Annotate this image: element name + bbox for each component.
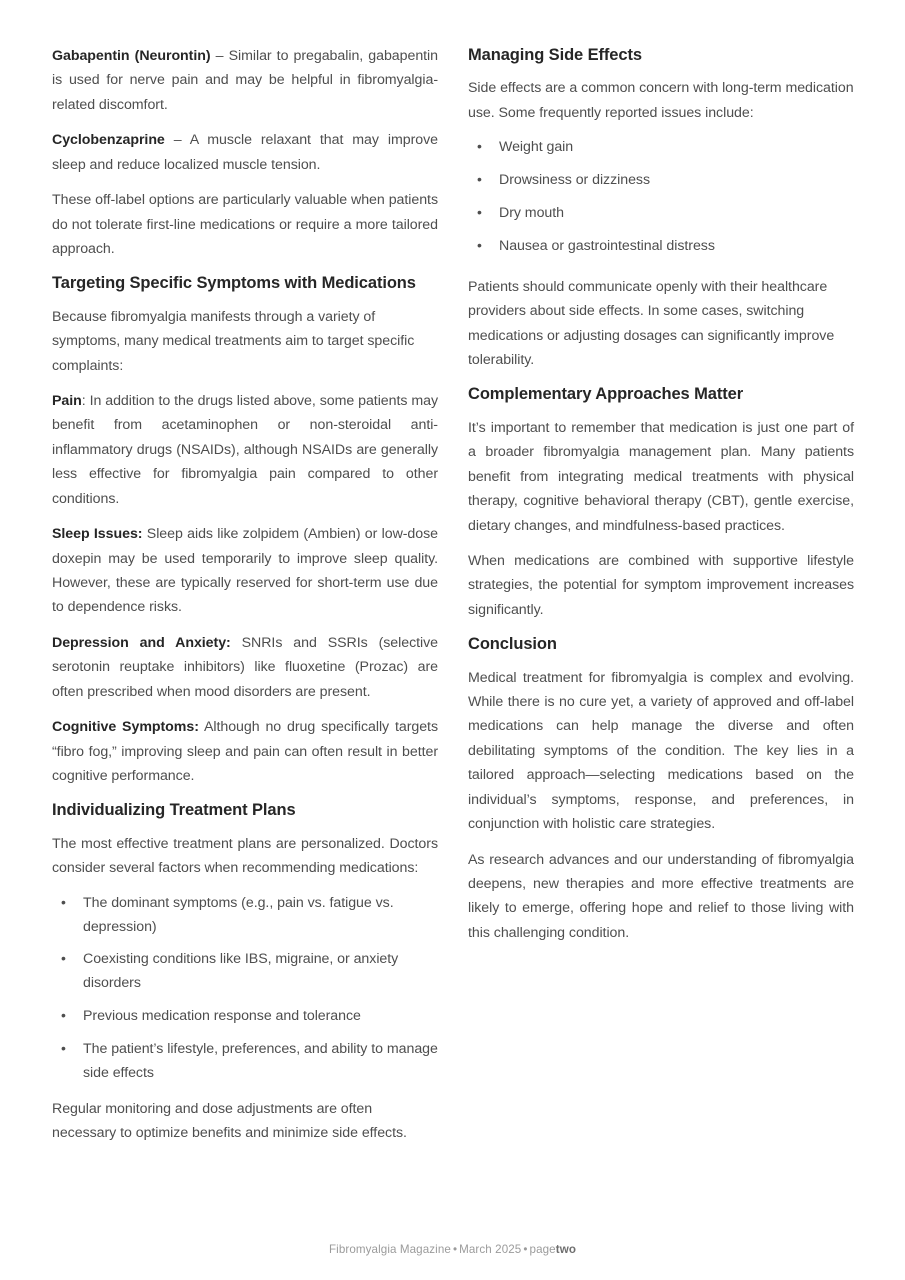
footer-page-number: two — [555, 1243, 576, 1256]
list-item: • Dry mouth — [468, 202, 854, 226]
paragraph-depression-and-anxiety — [52, 631, 438, 704]
paragraph-cognitive-symptoms-text: Although no drug specifically targets “fibro fog,” improving sleep and pain can often result in better cognitive performance. — [52, 719, 438, 784]
paragraph-off-label-note: These off-label options are particularly valuable when patients do not tolerate first-line medications or require a more tailored approach. — [52, 192, 438, 257]
paragraph-individualizing-intro: The most effective treatment plans are personalized. Doctors consider several factors when recommending medications: — [52, 835, 438, 877]
paragraph-sleep-issues — [52, 522, 438, 620]
paragraph-gabapentin — [52, 44, 438, 117]
footer-separator-2: • — [523, 1243, 528, 1256]
heading-conclusion: Conclusion — [468, 635, 557, 654]
lead-in-cognitive-symptoms: Cognitive Symptoms: — [52, 719, 199, 736]
heading-targeting-specific-symptoms: Targeting Specific Symptoms with Medications — [52, 274, 416, 293]
right-column — [468, 44, 854, 945]
paragraph-depression-and-anxiety-text: SNRIs and SSRIs (selective serotonin reuptake inhibitors) like fluoxetine (Prozac) are often prescribed when mood disorders are present. — [52, 634, 438, 700]
paragraph-cyclobenzaprine — [52, 128, 438, 177]
footer-separator-1: • — [452, 1243, 458, 1256]
list-item: • Coexisting conditions like IBS, migraine, or anxiety disorders — [52, 948, 438, 996]
lead-in-cyclobenzaprine: Cyclobenzaprine — [52, 132, 165, 149]
list-item: • The patient’s lifestyle, preferences, and ability to manage side effects — [52, 1038, 438, 1086]
paragraph-gabapentin-text: – Similar to pregabalin, gabapentin is used for nerve pain and may be helpful in fibromyalgia-related discomfort. — [52, 48, 438, 113]
paragraph-pain — [52, 389, 438, 511]
footer-publication: Fibromyalgia Magazine — [328, 1243, 451, 1256]
list-side-effects — [468, 136, 854, 258]
paragraph-complementary-2: When medications are combined with supportive lifestyle strategies, the potential for symptom improvement increases significantly. — [468, 552, 854, 618]
two-column-layout — [52, 44, 853, 1146]
paragraph-conclusion-2: As research advances and our understanding of fibromyalgia deepens, new therapies and more effective treatments are likely to emerge, offering hope and relief to those living with this challenging condition. — [468, 851, 854, 941]
footer-issue-date: March 2025 — [459, 1243, 522, 1256]
paragraph-pain-text: : In addition to the drugs listed above, some patients may benefit from acetaminophen or non-steroidal anti-inflammatory drugs (NSAIDs), although NSAIDs are generally less effective for fibromyalgia pain compared to other conditions. — [52, 393, 438, 507]
heading-individualizing-treatment-plans: Individualizing Treatment Plans — [52, 801, 296, 820]
paragraph-targeting-intro: Because fibromyalgia manifests through a variety of symptoms, many medical treatments aim to target specific complaints: — [52, 308, 415, 374]
paragraph-conclusion-1: Medical treatment for fibromyalgia is complex and evolving. While there is no cure yet, a variety of approved and off-label medications can help manage the diverse and often debilitating symptoms of the condition. The key lies in a tailored approach—selecting medications based on the individual’s symptoms, response, and preferences, in conjunction with holistic care strategies. — [468, 669, 854, 833]
page-footer — [0, 1243, 905, 1256]
list-item: • Previous medication response and tolerance — [52, 1005, 438, 1029]
paragraph-sleep-issues-text: Sleep aids like zolpidem (Ambien) or low-dose doxepin may be used temporarily to improve sleep quality. However, these are typically reserved for short-term use due to dependence risks. — [52, 526, 438, 616]
list-item: • Nausea or gastrointestinal distress — [468, 235, 854, 259]
list-individualizing-factors — [52, 892, 438, 1086]
heading-complementary-approaches-matter: Complementary Approaches Matter — [468, 385, 744, 404]
lead-in-pain: Pain — [52, 393, 82, 410]
list-item: • Weight gain — [468, 136, 854, 160]
footer-page-word: page — [529, 1243, 556, 1256]
heading-managing-side-effects: Managing Side Effects — [468, 46, 642, 64]
list-item: • The dominant symptoms (e.g., pain vs. fatigue vs. depression) — [52, 892, 438, 940]
paragraph-cognitive-symptoms — [52, 715, 438, 788]
paragraph-cyclobenzaprine-text: – A muscle relaxant that may improve sleep and reduce localized muscle tension. — [52, 132, 438, 173]
lead-in-sleep-issues: Sleep Issues: — [52, 526, 143, 543]
paragraph-managing-closing: Patients should communicate openly with their healthcare providers about side effects. In some cases, switching medications or adjusting dosages can significantly improve tolerability. — [468, 278, 835, 368]
paragraph-complementary-1: It’s important to remember that medication is just one part of a broader fibromyalgia management plan. Many patients benefit from integrating medical treatments with physical therapy, cognitive behavioral therapy (CBT), gentle exercise, dietary changes, and mindfulness-based practices. — [468, 419, 854, 534]
paragraph-managing-intro: Side effects are a common concern with long-term medication use. Some frequently reported issues include: — [468, 80, 854, 121]
left-column — [52, 44, 438, 1146]
lead-in-depression-and-anxiety: Depression and Anxiety: — [52, 634, 231, 651]
paragraph-individualizing-closing: Regular monitoring and dose adjustments are often necessary to optimize benefits and minimize side effects. — [52, 1100, 407, 1142]
list-item: • Drowsiness or dizziness — [468, 169, 854, 193]
lead-in-gabapentin: Gabapentin (Neurontin) — [52, 48, 211, 64]
